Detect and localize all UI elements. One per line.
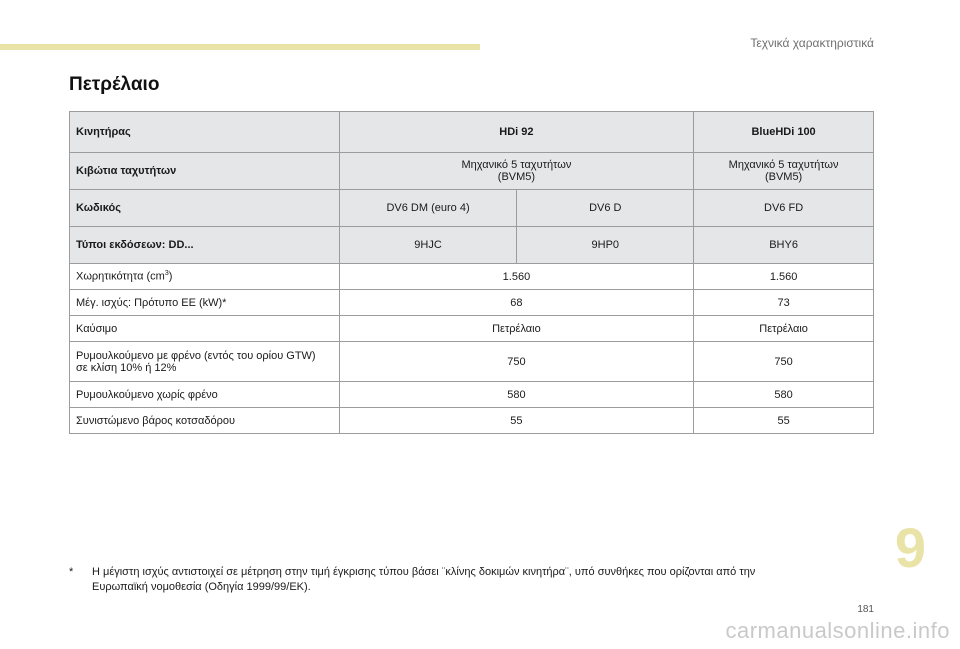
braked-bluehdi100: 750: [694, 342, 874, 382]
table-row-noseweight: [70, 408, 874, 434]
noseweight-bluehdi100: 55: [694, 408, 874, 434]
table-row-fuel: [70, 316, 874, 342]
gearbox-bluehdi100: [694, 153, 874, 190]
gearbox-bluehdi100-line2: (BVM5): [764, 171, 803, 183]
footnote-line1: Η μέγιστη ισχύς αντιστοιχεί σε μέτρηση στην τιμή έγκρισης τύπου βάσει ¨κλίνης δοκιμών κινητήρα¨, υπό συνθήκες που ορίζονται από την: [92, 566, 756, 578]
engine-label: Κινητήρας: [70, 112, 340, 153]
type-v3: BHY6: [694, 227, 874, 264]
type-v2: 9HP0: [517, 227, 694, 264]
braked-hdi92: 750: [339, 342, 694, 382]
footnote: [69, 565, 849, 595]
power-hdi92: 68: [339, 290, 694, 316]
unbraked-hdi92: 580: [339, 382, 694, 408]
page-number: 181: [857, 604, 874, 615]
unbraked-label: Ρυμουλκούμενο χωρίς φρένο: [70, 382, 340, 408]
capacity-label: Χωρητικότητα $(cm^3)$: [70, 264, 340, 290]
footnote-line2: Ευρωπαϊκή νομοθεσία (Οδηγία 1999/99/ΕΚ).: [92, 581, 311, 593]
fuel-hdi92: Πετρέλαιο: [339, 316, 694, 342]
specs-table: [69, 111, 874, 434]
code-v2: DV6 D: [517, 190, 694, 227]
table-row-capacity: [70, 264, 874, 290]
braked-label: [70, 342, 340, 382]
fuel-label: Καύσιμο: [70, 316, 340, 342]
table-row-engine: [70, 112, 874, 153]
table-row-gearbox: [70, 153, 874, 190]
footnote-marker: *: [69, 566, 74, 578]
gearbox-label: Κιβώτια ταχυτήτων: [70, 153, 340, 190]
section-title: Πετρέλαιο: [69, 74, 160, 95]
table-row-code: [70, 190, 874, 227]
capacity-hdi92: 1.560: [339, 264, 694, 290]
engine-bluehdi100: BlueHDi 100: [694, 112, 874, 153]
gearbox-hdi92-line1: Μηχανικό 5 ταχυτήτων: [461, 159, 572, 171]
capacity-bluehdi100: 1.560: [694, 264, 874, 290]
code-v1: DV6 DM (euro 4): [339, 190, 517, 227]
chapter-title: Τεχνικά χαρακτηριστικά: [750, 36, 874, 50]
gearbox-hdi92-line2: (BVM5): [497, 171, 536, 183]
type-v1: 9HJC: [339, 227, 517, 264]
table-row-unbraked-trailer: [70, 382, 874, 408]
top-accent-bar: [0, 44, 480, 50]
braked-label-line2: σε κλίση 10% ή 12%: [76, 361, 177, 374]
gearbox-hdi92: [339, 153, 694, 190]
braked-label-line1: Ρυμουλκούμενο με φρένο (εντός του ορίου GTW): [76, 349, 316, 362]
table-row-power: [70, 290, 874, 316]
code-label: Κωδικός: [70, 190, 340, 227]
engine-hdi92: HDi 92: [339, 112, 694, 153]
table-row-type: [70, 227, 874, 264]
type-label: Τύποι εκδόσεων: DD...: [70, 227, 340, 264]
noseweight-hdi92: 55: [339, 408, 694, 434]
power-label: Μέγ. ισχύς: Πρότυπο ΕΕ (kW)*: [70, 290, 340, 316]
chapter-number: 9: [894, 516, 926, 579]
table-row-braked-trailer: [70, 342, 874, 382]
noseweight-label: Συνιστώμενο βάρος κοτσαδόρου: [70, 408, 340, 434]
watermark: carmanualsonline.info: [725, 618, 950, 643]
code-v3: DV6 FD: [694, 190, 874, 227]
gearbox-bluehdi100-line1: Μηχανικό 5 ταχυτήτων: [728, 159, 839, 171]
unbraked-bluehdi100: 580: [694, 382, 874, 408]
fuel-bluehdi100: Πετρέλαιο: [694, 316, 874, 342]
power-bluehdi100: 73: [694, 290, 874, 316]
